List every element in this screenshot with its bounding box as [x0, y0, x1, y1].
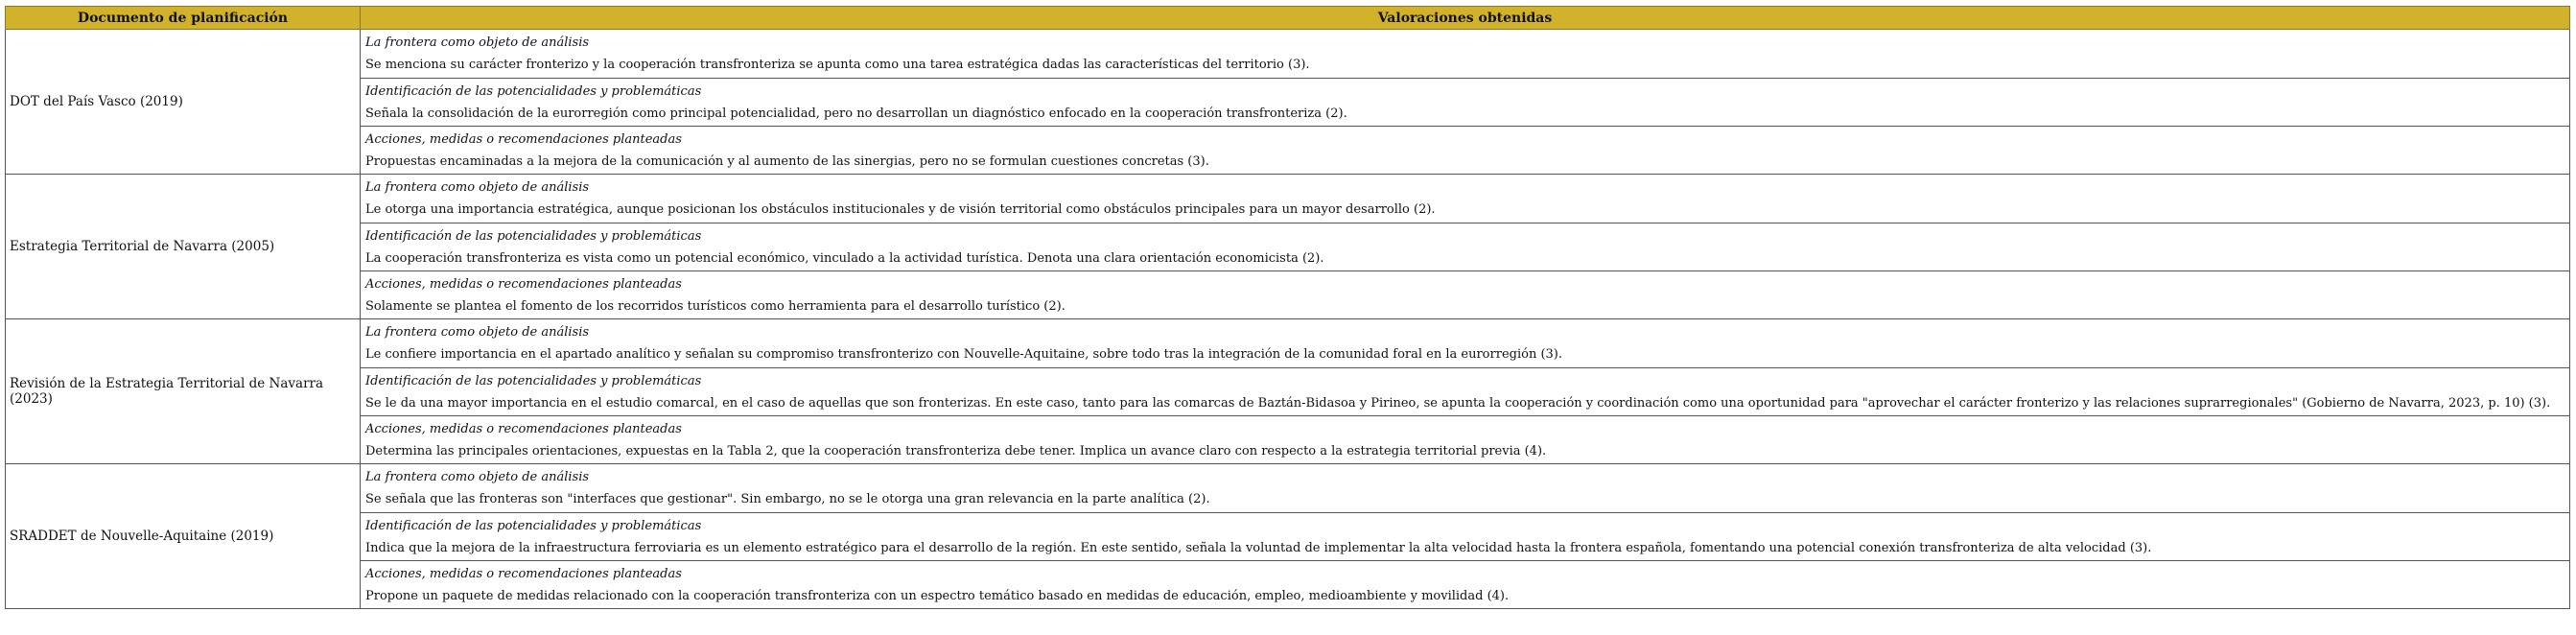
criterion-label: Acciones, medidas o recomendaciones planteadas — [365, 422, 682, 436]
assessment-entry — [361, 175, 2569, 223]
assessment-text: Señala la consolidación de la eurorregión como principal potencialidad, pero no desarrollan un diagnóstico enfocado en la cooperación transfronteriza (2). — [365, 106, 1347, 121]
assessment-entry — [361, 512, 2569, 560]
assessment-entry — [361, 223, 2569, 270]
planning-assessment-table — [5, 6, 2570, 609]
assessment-entry — [361, 319, 2569, 367]
assessment-text: Le confiere importancia en el apartado analítico y señalan su compromiso transfronterizo con Nouvelle-Aquitaine, sobre todo tras la integración de la comunidad foral en la eurorregión (3). — [365, 347, 1562, 362]
assessment-entry — [361, 126, 2569, 174]
criterion-label: Acciones, medidas o recomendaciones planteadas — [365, 132, 682, 147]
criterion-label: Acciones, medidas o recomendaciones planteadas — [365, 277, 682, 292]
assessment-text: Indica que la mejora de la infraestructura ferroviaria es un elemento estratégico para el desarrollo de la región. En este sentido, señala la voluntad de implementar la alta velocidad hasta la frontera española, fomentando una potencial conexión transfronteriza de alta velocidad (3). — [365, 541, 2152, 555]
criterion-label: Identificación de las potencialidades y problemáticas — [365, 229, 702, 244]
table-row — [6, 319, 2570, 464]
criterion-label: Identificación de las potencialidades y problemáticas — [365, 84, 702, 99]
assessment-text: Propuestas encaminadas a la mejora de la comunicación y al aumento de las sinergias, pero no se formulan cuestiones concretas (3). — [365, 154, 1209, 169]
assessment-text: Propone un paquete de medidas relacionado con la cooperación transfronteriza con un espectro temático basado en medidas de educación, empleo, medioambiente y movilidad (4). — [365, 589, 1510, 603]
assessment-text: Se señala que las fronteras son "interfaces que gestionar". Sin embargo, no se le otorga una gran relevancia en la parte analítica (2). — [365, 492, 1210, 506]
table-row — [6, 175, 2570, 319]
assessment-entry — [361, 367, 2569, 415]
criterion-label: Identificación de las potencialidades y problemáticas — [365, 519, 702, 533]
assessment-cell — [361, 464, 2570, 609]
table-header-row — [6, 7, 2570, 30]
document-name: SRADDET de Nouvelle-Aquitaine (2019) — [6, 464, 361, 609]
header-document: Documento de planificación — [6, 7, 361, 30]
assessment-text: Solamente se plantea el fomento de los recorridos turísticos como herramienta para el desarrollo turístico (2). — [365, 299, 1066, 314]
criterion-label: La frontera como objeto de análisis — [365, 35, 590, 50]
assessment-text: Determina las principales orientaciones, expuestas en la Tabla 2, que la cooperación transfronteriza debe tener. Implica un avance claro con respecto a la estrategia territorial previa (4). — [365, 444, 1547, 459]
criterion-label: La frontera como objeto de análisis — [365, 470, 590, 484]
assessment-entry — [361, 464, 2569, 512]
assessment-cell — [361, 30, 2570, 175]
assessment-cell — [361, 175, 2570, 319]
table-row — [6, 30, 2570, 175]
document-name: Revisión de la Estrategia Territorial de Navarra (2023) — [6, 319, 361, 464]
header-assessments: Valoraciones obtenidas — [361, 7, 2570, 30]
assessment-text: Se menciona su carácter fronterizo y la cooperación transfronteriza se apunta como una tarea estratégica dadas las características del territorio (3). — [365, 58, 1310, 72]
assessment-entry — [361, 78, 2569, 126]
table-row — [6, 464, 2570, 609]
assessment-entry — [361, 270, 2569, 318]
criterion-label: La frontera como objeto de análisis — [365, 325, 590, 340]
criterion-label: Acciones, medidas o recomendaciones planteadas — [365, 567, 682, 581]
document-name: DOT del País Vasco (2019) — [6, 30, 361, 175]
assessment-entry — [361, 30, 2569, 78]
assessment-entry — [361, 415, 2569, 463]
assessment-text: La cooperación transfronteriza es vista como un potencial económico, vinculado a la actividad turística. Denota una clara orientación economicista (2). — [365, 251, 1324, 266]
assessment-entry — [361, 560, 2569, 608]
assessment-text: Se le da una mayor importancia en el estudio comarcal, en el caso de aquellas que son fronterizas. En este caso, tanto para las comarcas de Baztán-Bidasoa y Pirineo, se apunta la cooperación y coordinación como una oportunidad para "aprovechar el carácter fronterizo y las relaciones suprarregionales" (Gobierno de Navarra, 2023, p. 10) (3). — [365, 396, 2551, 411]
assessment-text: Le otorga una importancia estratégica, aunque posicionan los obstáculos institucionales y de visión territorial como obstáculos principales para un mayor desarrollo (2). — [365, 202, 1436, 217]
criterion-label: La frontera como objeto de análisis — [365, 180, 590, 195]
document-name: Estrategia Territorial de Navarra (2005) — [6, 175, 361, 319]
criterion-label: Identificación de las potencialidades y problemáticas — [365, 374, 702, 388]
assessment-cell — [361, 319, 2570, 464]
